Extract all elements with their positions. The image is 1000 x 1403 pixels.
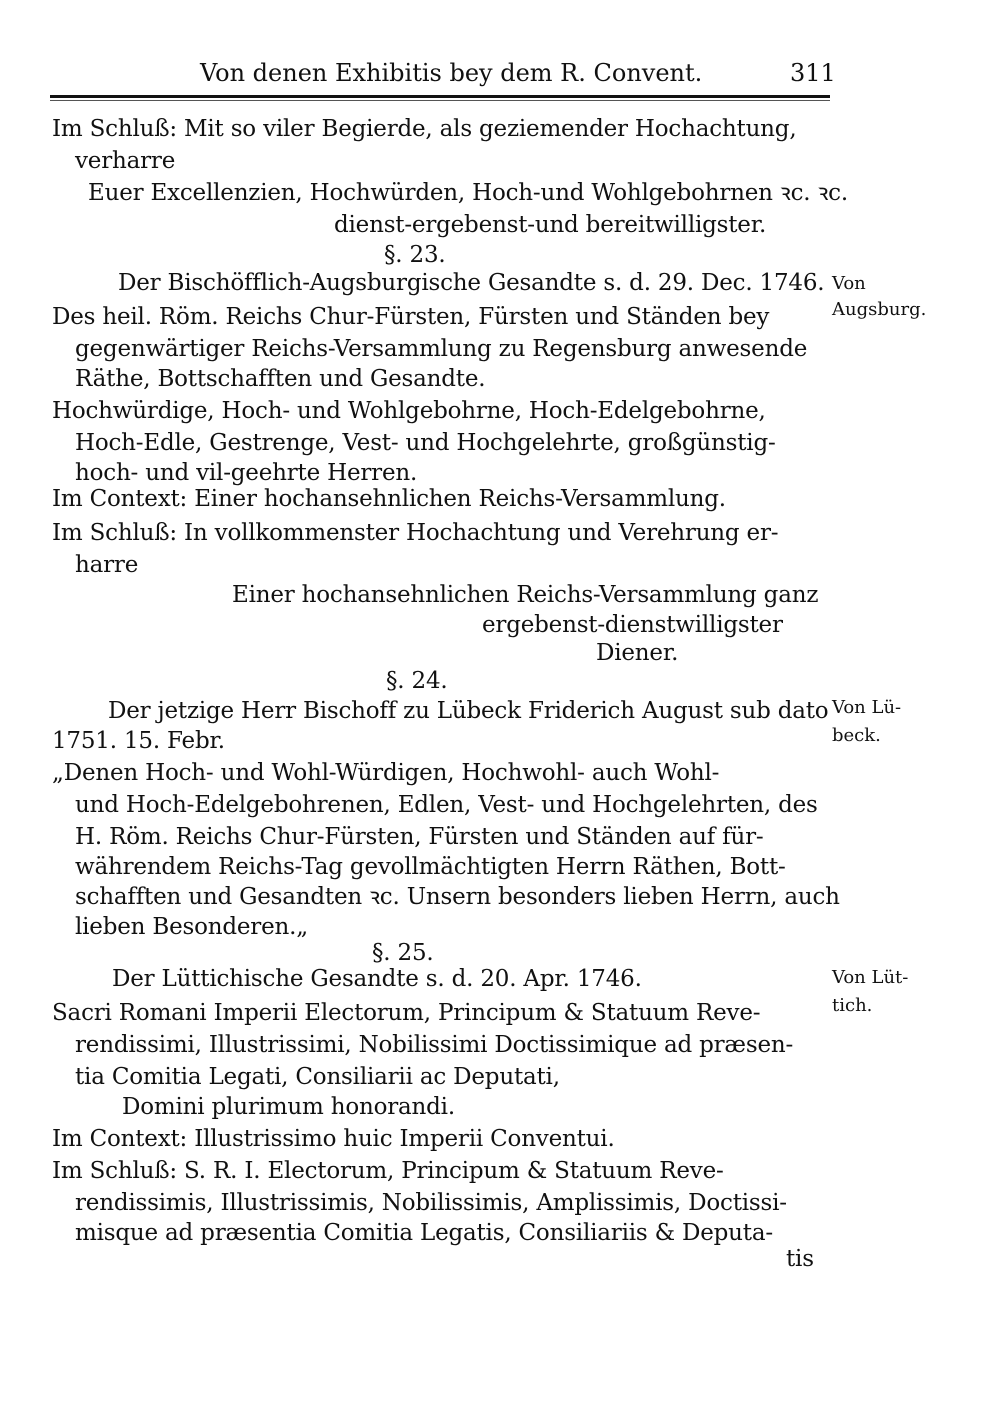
text-line: Diener. (596, 640, 679, 666)
text-line: dienst-ergebenst-und bereitwilligster. (334, 212, 767, 238)
text-line: Einer hochansehnlichen Reichs-Versammlung ganz (232, 582, 819, 608)
text-line: lieben Besonderen.„ (75, 914, 308, 940)
margin-note: tich. (832, 995, 873, 1016)
text-line: schafften und Gesandten ꝛc. Unsern besonders lieben Herrn, auch (75, 884, 840, 910)
text-line: Euer Excellenzien, Hochwürden, Hoch-und Wohlgebohrnen ꝛc. ꝛc. (88, 180, 848, 206)
text-line: Im Schluß: In vollkommenster Hochachtung und Verehrung er- (52, 520, 779, 546)
text-line: Der Bischöfflich-Augsburgische Gesandte s. d. 29. Dec. 1746. (118, 270, 825, 296)
margin-note: Augsburg. (832, 299, 927, 320)
text-line: hoch- und vil-geehrte Herren. (75, 460, 418, 486)
text-line: Hochwürdige, Hoch- und Wohlgebohrne, Hoch-Edelgebohrne, (52, 398, 766, 424)
header-rule (50, 95, 830, 98)
text-line: verharre (75, 148, 176, 174)
section-heading: §. 24. (386, 668, 448, 694)
text-line: rendissimis, Illustrissimis, Nobilissimis, Amplissimis, Doctissi- (75, 1190, 787, 1216)
text-line: harre (75, 552, 139, 578)
page-number: 311 (790, 59, 836, 87)
text-line: Im Schluß: S. R. I. Electorum, Principum & Statuum Reve- (52, 1158, 724, 1184)
text-line: Räthe, Bottschafften und Gesandte. (75, 366, 486, 392)
margin-note: Von Lü- (832, 697, 902, 718)
text-line: 1751. 15. Febr. (52, 728, 225, 754)
text-line: währendem Reichs-Tag gevollmächtigten Herrn Räthen, Bott- (75, 854, 786, 880)
text-line: „Denen Hoch- und Wohl-Würdigen, Hochwohl- auch Wohl- (52, 760, 720, 786)
text-line: rendissimi, Illustrissimi, Nobilissimi Doctissimique ad præsen- (75, 1032, 794, 1058)
text-line: Hoch-Edle, Gestrenge, Vest- und Hochgelehrte, großgünstig- (75, 430, 776, 456)
section-heading: §. 23. (384, 242, 446, 268)
text-line: Domini plurimum honorandi. (122, 1094, 455, 1120)
margin-note: Von Lüt- (832, 967, 909, 988)
text-line: misque ad præsentia Comitia Legatis, Consiliariis & Deputa- (75, 1220, 773, 1246)
text-line: Im Schluß: Mit so viler Begierde, als geziemender Hochachtung, (52, 116, 797, 142)
text-line: tis (786, 1246, 814, 1272)
text-line: Im Context: Einer hochansehnlichen Reichs-Versammlung. (52, 486, 726, 512)
margin-note: beck. (832, 725, 881, 746)
text-line: tia Comitia Legati, Consiliarii ac Deputati, (75, 1064, 560, 1090)
margin-note: Von (832, 273, 866, 294)
running-title: Von denen Exhibitis bey dem R. Convent. (200, 59, 703, 87)
text-line: gegenwärtiger Reichs-Versammlung zu Regensburg anwesende (75, 336, 808, 362)
text-line: Des heil. Röm. Reichs Chur-Fürsten, Fürsten und Ständen bey (52, 304, 770, 330)
text-line: und Hoch-Edelgebohrenen, Edlen, Vest- und Hochgelehrten, des (75, 792, 818, 818)
text-line: Der Lüttichische Gesandte s. d. 20. Apr. 1746. (112, 966, 642, 992)
text-line: Der jetzige Herr Bischoff zu Lübeck Friderich August sub dato (108, 698, 829, 724)
text-line: Im Context: Illustrissimo huic Imperii Conventui. (52, 1126, 615, 1152)
text-line: H. Röm. Reichs Chur-Fürsten, Fürsten und Ständen auf für- (75, 824, 764, 850)
section-heading: §. 25. (372, 940, 434, 966)
header-rule-thin (50, 100, 830, 101)
text-line: ergebenst-dienstwilligster (482, 612, 783, 638)
text-line: Sacri Romani Imperii Electorum, Principum & Statuum Reve- (52, 1000, 761, 1026)
